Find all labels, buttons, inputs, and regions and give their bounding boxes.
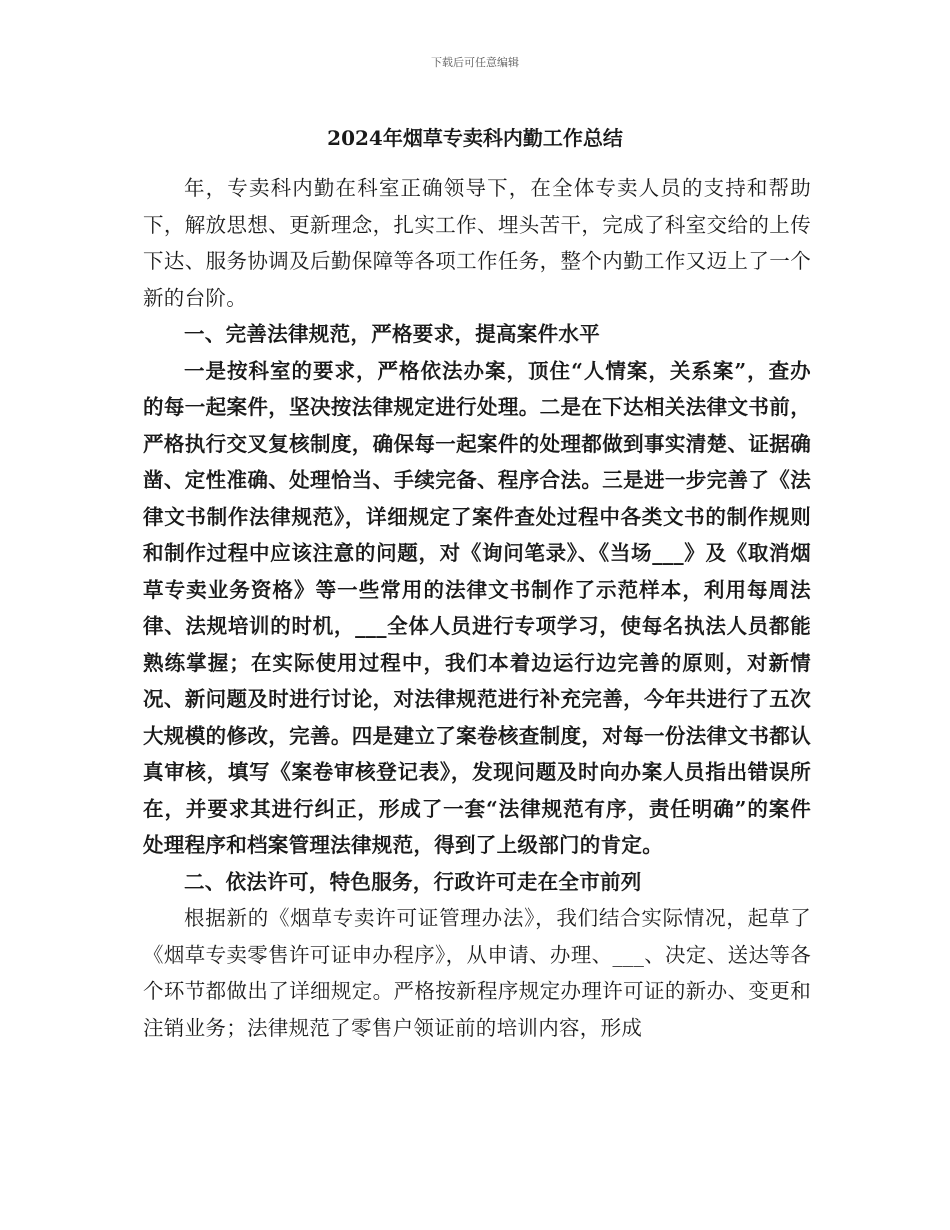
section-heading-2: 二、依法许可，特色服务，行政许可走在全市前列 [184, 869, 642, 894]
document-title: 2024年烟草专卖科内勤工作总结 [327, 126, 623, 150]
page-header-note: 下载后可任意编辑 [431, 56, 519, 69]
document-body [143, 170, 811, 1046]
paragraph-intro: 年，专卖科内勤在科室正确领导下，在全体专卖人员的支持和帮助下，解放思想、更新理念，扎实工作、埋头苦干，完成了科室交给的上传下达、服务协调及后勤保障等各项工作任务，整个内勤工作又迈上了一个新的台阶。 [143, 176, 811, 310]
paragraph-section-2: 根据新的《烟草专卖许可证管理办法》，我们结合实际情况，起草了《烟草专卖零售许可证申办程序》，从申请、办理、___、决定、送达等各个环节都做出了详细规定。严格按新程序规定办理许可证的新办、变更和注销业务；法律规范了零售户领证前的培训内容，形成 [143, 906, 811, 1040]
paragraph-section-1: 一是按科室的要求，严格依法办案，顶住“人情案，关系案”，查办的每一起案件，坚决按法律规定进行处理。二是在下达相关法律文书前，严格执行交叉复核制度，确保每一起案件的处理都做到事实清楚、证据确凿、定性准确、处理恰当、手续完备、程序合法。三是进一步完善了《法律文书制作法律规范》，详细规定了案件查处过程中各类文书的制作规则和制作过程中应该注意的问题，对《询问笔录》、《当场___》及《取消烟草专卖业务资格》等一些常用的法律文书制作了示范样本，利用每周法律、法规培训的时机，___全体人员进行专项学习，使每名执法人员都能熟练掌握；在实际使用过程中，我们本着边运行边完善的原则，对新情况、新问题及时进行讨论，对法律规范进行补充完善，今年共进行了五次大规模的修改，完善。四是建立了案卷核查制度，对每一份法律文书都认真审核，填写《案卷审核登记表》，发现问题及时向办案人员指出错误所在，并要求其进行纠正，形成了一套“法律规范有序，责任明确”的案件处理程序和档案管理法律规范，得到了上级部门的肯定。 [143, 358, 811, 857]
section-heading-1: 一、完善法律规范，严格要求，提高案件水平 [184, 322, 600, 346]
